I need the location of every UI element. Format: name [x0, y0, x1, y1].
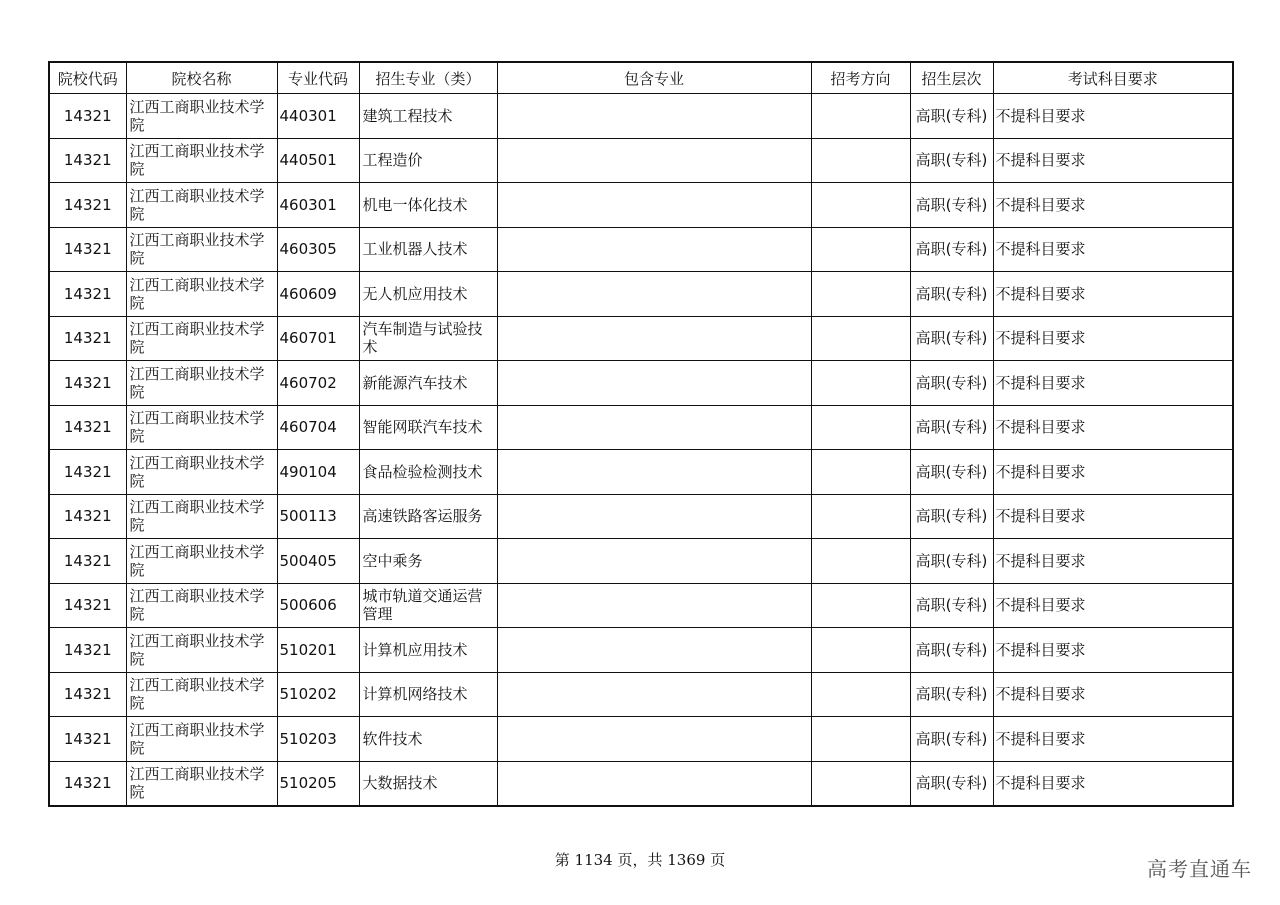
table-row: [49, 539, 1233, 584]
table-row: [49, 361, 1233, 406]
table-row: [49, 94, 1233, 139]
cell-major-code: 460702: [277, 361, 359, 406]
header-subject-requirement: 考试科目要求: [993, 62, 1233, 94]
cell-school-code: 14321: [49, 717, 126, 762]
cell-school-name: 江西工商职业技术学院: [126, 494, 277, 539]
cell-major-code: 460305: [277, 227, 359, 272]
cell-direction: [811, 227, 910, 272]
cell-subject-requirement: 不提科目要求: [993, 405, 1233, 450]
admissions-table-container: [48, 61, 1234, 807]
table-row: [49, 717, 1233, 762]
cell-major: 空中乘务: [359, 539, 497, 584]
cell-level: 高职(专科): [910, 316, 993, 361]
cell-major: 工业机器人技术: [359, 227, 497, 272]
cell-included-majors: [497, 450, 811, 495]
cell-school-code: 14321: [49, 94, 126, 139]
cell-direction: [811, 717, 910, 762]
cell-school-name: 江西工商职业技术学院: [126, 717, 277, 762]
header-level: 招生层次: [910, 62, 993, 94]
cell-included-majors: [497, 539, 811, 584]
cell-major: 软件技术: [359, 717, 497, 762]
table-row: [49, 761, 1233, 806]
cell-school-name: 江西工商职业技术学院: [126, 672, 277, 717]
cell-major-code: 460301: [277, 183, 359, 228]
cell-major-code: 510201: [277, 628, 359, 673]
cell-direction: [811, 539, 910, 584]
cell-subject-requirement: 不提科目要求: [993, 717, 1233, 762]
cell-included-majors: [497, 405, 811, 450]
cell-included-majors: [497, 494, 811, 539]
table-row: [49, 672, 1233, 717]
cell-subject-requirement: 不提科目要求: [993, 183, 1233, 228]
cell-school-name: 江西工商职业技术学院: [126, 183, 277, 228]
cell-subject-requirement: 不提科目要求: [993, 628, 1233, 673]
cell-level: 高职(专科): [910, 494, 993, 539]
table-body: [49, 94, 1233, 807]
cell-subject-requirement: 不提科目要求: [993, 450, 1233, 495]
cell-major: 高速铁路客运服务: [359, 494, 497, 539]
cell-major-code: 510205: [277, 761, 359, 806]
header-major: 招生专业（类）: [359, 62, 497, 94]
table-row: [49, 628, 1233, 673]
header-major-code: 专业代码: [277, 62, 359, 94]
cell-subject-requirement: 不提科目要求: [993, 94, 1233, 139]
cell-major-code: 510202: [277, 672, 359, 717]
cell-subject-requirement: 不提科目要求: [993, 227, 1233, 272]
page-number: 第 1134 页，共 1369 页: [554, 851, 726, 869]
cell-major: 机电一体化技术: [359, 183, 497, 228]
cell-school-name: 江西工商职业技术学院: [126, 227, 277, 272]
cell-included-majors: [497, 183, 811, 228]
cell-included-majors: [497, 316, 811, 361]
cell-school-name: 江西工商职业技术学院: [126, 138, 277, 183]
cell-level: 高职(专科): [910, 583, 993, 628]
cell-major-code: 440301: [277, 94, 359, 139]
cell-major: 建筑工程技术: [359, 94, 497, 139]
cell-direction: [811, 628, 910, 673]
cell-school-code: 14321: [49, 138, 126, 183]
cell-level: 高职(专科): [910, 227, 993, 272]
cell-major: 新能源汽车技术: [359, 361, 497, 406]
cell-subject-requirement: 不提科目要求: [993, 316, 1233, 361]
cell-level: 高职(专科): [910, 183, 993, 228]
cell-direction: [811, 183, 910, 228]
table-row: [49, 227, 1233, 272]
table-header-row: [49, 62, 1233, 94]
cell-major: 汽车制造与试验技术: [359, 316, 497, 361]
cell-direction: [811, 94, 910, 139]
cell-school-name: 江西工商职业技术学院: [126, 761, 277, 806]
header-school-code: 院校代码: [49, 62, 126, 94]
cell-major: 工程造价: [359, 138, 497, 183]
cell-major-code: 440501: [277, 138, 359, 183]
cell-direction: [811, 405, 910, 450]
cell-major: 计算机网络技术: [359, 672, 497, 717]
cell-major-code: 460609: [277, 272, 359, 317]
header-direction: 招考方向: [811, 62, 910, 94]
cell-school-name: 江西工商职业技术学院: [126, 272, 277, 317]
cell-direction: [811, 494, 910, 539]
cell-subject-requirement: 不提科目要求: [993, 761, 1233, 806]
cell-major-code: 500606: [277, 583, 359, 628]
cell-major: 食品检验检测技术: [359, 450, 497, 495]
cell-school-code: 14321: [49, 183, 126, 228]
table-row: [49, 316, 1233, 361]
header-included-majors: 包含专业: [497, 62, 811, 94]
cell-major: 计算机应用技术: [359, 628, 497, 673]
cell-level: 高职(专科): [910, 672, 993, 717]
cell-level: 高职(专科): [910, 361, 993, 406]
cell-subject-requirement: 不提科目要求: [993, 138, 1233, 183]
cell-subject-requirement: 不提科目要求: [993, 272, 1233, 317]
cell-school-code: 14321: [49, 583, 126, 628]
cell-major-code: 510203: [277, 717, 359, 762]
cell-school-code: 14321: [49, 494, 126, 539]
cell-school-code: 14321: [49, 628, 126, 673]
cell-level: 高职(专科): [910, 761, 993, 806]
cell-school-name: 江西工商职业技术学院: [126, 450, 277, 495]
cell-school-name: 江西工商职业技术学院: [126, 316, 277, 361]
table-row: [49, 405, 1233, 450]
table-row: [49, 583, 1233, 628]
cell-direction: [811, 583, 910, 628]
cell-level: 高职(专科): [910, 450, 993, 495]
header-school-name: 院校名称: [126, 62, 277, 94]
cell-school-code: 14321: [49, 227, 126, 272]
cell-school-code: 14321: [49, 405, 126, 450]
table-row: [49, 138, 1233, 183]
cell-major-code: 460701: [277, 316, 359, 361]
cell-major: 无人机应用技术: [359, 272, 497, 317]
cell-school-code: 14321: [49, 450, 126, 495]
cell-major-code: 490104: [277, 450, 359, 495]
cell-included-majors: [497, 761, 811, 806]
cell-level: 高职(专科): [910, 628, 993, 673]
cell-direction: [811, 272, 910, 317]
cell-school-code: 14321: [49, 272, 126, 317]
table-row: [49, 183, 1233, 228]
cell-level: 高职(专科): [910, 539, 993, 584]
cell-included-majors: [497, 227, 811, 272]
cell-school-code: 14321: [49, 539, 126, 584]
cell-major: 城市轨道交通运营管理: [359, 583, 497, 628]
cell-school-name: 江西工商职业技术学院: [126, 583, 277, 628]
cell-school-code: 14321: [49, 361, 126, 406]
table-row: [49, 450, 1233, 495]
cell-level: 高职(专科): [910, 717, 993, 762]
cell-included-majors: [497, 361, 811, 406]
cell-subject-requirement: 不提科目要求: [993, 672, 1233, 717]
cell-major-code: 500405: [277, 539, 359, 584]
cell-school-code: 14321: [49, 316, 126, 361]
watermark-text: 高考直通车: [1147, 857, 1252, 881]
cell-level: 高职(专科): [910, 272, 993, 317]
cell-included-majors: [497, 94, 811, 139]
cell-subject-requirement: 不提科目要求: [993, 539, 1233, 584]
cell-subject-requirement: 不提科目要求: [993, 583, 1233, 628]
cell-level: 高职(专科): [910, 138, 993, 183]
cell-included-majors: [497, 628, 811, 673]
cell-school-name: 江西工商职业技术学院: [126, 539, 277, 584]
cell-level: 高职(专科): [910, 94, 993, 139]
cell-school-name: 江西工商职业技术学院: [126, 628, 277, 673]
table-row: [49, 494, 1233, 539]
cell-major: 智能网联汽车技术: [359, 405, 497, 450]
cell-included-majors: [497, 672, 811, 717]
cell-direction: [811, 672, 910, 717]
cell-school-code: 14321: [49, 761, 126, 806]
cell-school-name: 江西工商职业技术学院: [126, 361, 277, 406]
cell-school-name: 江西工商职业技术学院: [126, 405, 277, 450]
cell-included-majors: [497, 717, 811, 762]
cell-school-code: 14321: [49, 672, 126, 717]
cell-included-majors: [497, 272, 811, 317]
cell-included-majors: [497, 138, 811, 183]
admissions-table: [48, 61, 1234, 807]
cell-direction: [811, 450, 910, 495]
cell-direction: [811, 761, 910, 806]
cell-subject-requirement: 不提科目要求: [993, 361, 1233, 406]
cell-direction: [811, 316, 910, 361]
cell-level: 高职(专科): [910, 405, 993, 450]
cell-major-code: 460704: [277, 405, 359, 450]
cell-included-majors: [497, 583, 811, 628]
table-row: [49, 272, 1233, 317]
cell-direction: [811, 361, 910, 406]
cell-major: 大数据技术: [359, 761, 497, 806]
cell-school-name: 江西工商职业技术学院: [126, 94, 277, 139]
cell-subject-requirement: 不提科目要求: [993, 494, 1233, 539]
cell-direction: [811, 138, 910, 183]
cell-major-code: 500113: [277, 494, 359, 539]
